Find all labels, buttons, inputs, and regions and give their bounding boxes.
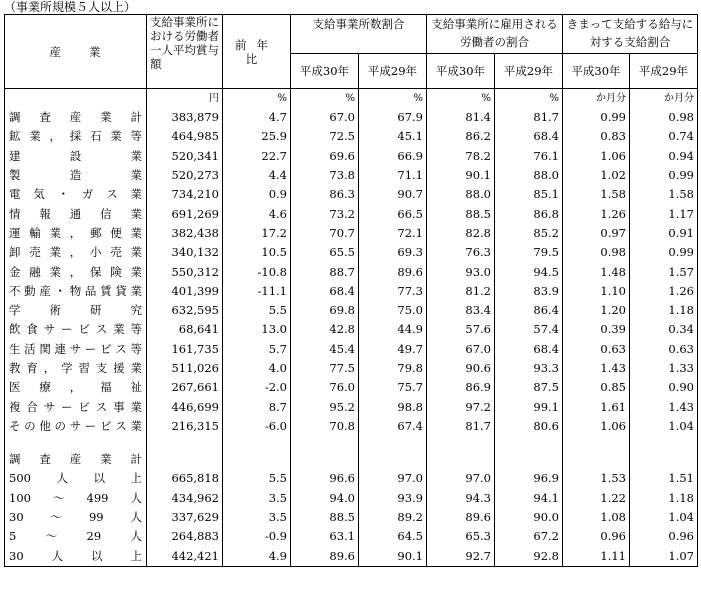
table-cell: 49.7 [359,340,427,359]
table-cell: 81.4 [427,108,495,127]
row-label [5,436,147,450]
table-row [5,397,698,416]
table-cell: 264,883 [147,527,223,546]
table-cell: 4.6 [223,204,291,223]
table-cell: 88.5 [427,204,495,223]
table-cell: 67.0 [291,108,359,127]
row-label: 500人以上 [5,469,147,488]
table-cell: 92.7 [427,547,495,567]
table-cell: 1.26 [563,204,630,223]
table-cell: 1.33 [630,359,698,378]
table-cell: 0.97 [563,224,630,243]
table-cell: 1.43 [563,359,630,378]
table-cell [223,450,291,469]
row-label: 5～29人 [5,527,147,546]
table-cell: 97.0 [427,469,495,488]
table-cell: 95.2 [291,397,359,416]
table-cell: 63.1 [291,527,359,546]
table-cell: 3.5 [223,489,291,508]
table-cell: 79.8 [359,359,427,378]
table-row [5,508,698,527]
table-cell: 72.1 [359,224,427,243]
table-cell: 83.9 [495,282,563,301]
table-cell: 94.1 [495,489,563,508]
table-cell: 0.9 [223,185,291,204]
table-cell: 44.9 [359,320,427,339]
header-h30: 平成30年 [427,54,495,89]
table-cell: 88.0 [495,166,563,185]
unit-cell: % [427,89,495,109]
table-cell: 401,399 [147,282,223,301]
row-label: 学術研究 [5,301,147,320]
table-cell: 550,312 [147,262,223,281]
table-cell: 3.5 [223,508,291,527]
table-cell: 446,699 [147,397,223,416]
header-share-establishments: 支給事業所数割合 [291,15,427,54]
table-cell: 96.6 [291,469,359,488]
table-cell: 161,735 [147,340,223,359]
table-cell: 93.9 [359,489,427,508]
table-cell: 86.9 [427,378,495,397]
table-cell: 10.5 [223,243,291,262]
table-cell: 92.8 [495,547,563,567]
table-cell: 79.5 [495,243,563,262]
table-cell [563,450,630,469]
table-cell: 340,132 [147,243,223,262]
table-cell: 73.2 [291,204,359,223]
table-cell: 0.96 [563,527,630,546]
table-cell: 8.7 [223,397,291,416]
table-cell: 0.34 [630,320,698,339]
table-cell: 1.11 [563,547,630,567]
table-cell: 442,421 [147,547,223,567]
table-cell: 90.6 [427,359,495,378]
table-cell: 0.99 [630,166,698,185]
table-cell: 57.6 [427,320,495,339]
table-cell: 94.0 [291,489,359,508]
table-row [5,127,698,146]
row-label: 運輸業，郵便業 [5,224,147,243]
table-cell: 89.6 [359,262,427,281]
table-cell: 1.17 [630,204,698,223]
table-row [5,204,698,223]
table-cell: 17.2 [223,224,291,243]
table-cell: 1.26 [630,282,698,301]
table-cell [563,436,630,450]
table-cell: 90.1 [359,547,427,567]
table-cell: 81.7 [495,108,563,127]
table-cell: 66.9 [359,147,427,166]
table-cell: 1.48 [563,262,630,281]
table-cell: 45.4 [291,340,359,359]
table-cell: 75.7 [359,378,427,397]
table-cell: 72.5 [291,127,359,146]
table-row [5,469,698,488]
table-cell: 5.7 [223,340,291,359]
table-cell: 67.9 [359,108,427,127]
table-cell: 1.07 [630,547,698,567]
row-label: 調査産業計 [5,108,147,127]
table-cell: 734,210 [147,185,223,204]
table-cell: 434,962 [147,489,223,508]
table-cell: 520,341 [147,147,223,166]
table-cell: 64.5 [359,527,427,546]
table-cell: 1.53 [563,469,630,488]
table-cell: 86.4 [495,301,563,320]
table-cell: 65.5 [291,243,359,262]
table-cell: 82.8 [427,224,495,243]
table-cell: 13.0 [223,320,291,339]
table-cell: 76.0 [291,378,359,397]
table-cell: 0.99 [630,243,698,262]
table-cell: 4.4 [223,166,291,185]
table-cell [359,450,427,469]
table-cell: 94.5 [495,262,563,281]
unit-cell: % [223,89,291,109]
row-label: 生活関連サービス等 [5,340,147,359]
table-cell: 691,269 [147,204,223,223]
row-label: その他のサービス業 [5,417,147,436]
row-label: 情報通信業 [5,204,147,223]
table-cell: 0.74 [630,127,698,146]
table-row [5,224,698,243]
header-h29: 平成29年 [630,54,698,89]
table-cell: 78.2 [427,147,495,166]
table-cell: 1.10 [563,282,630,301]
table-row [5,262,698,281]
table-cell: 65.3 [427,527,495,546]
table-cell: 76.1 [495,147,563,166]
table-row [5,185,698,204]
table-cell: 97.2 [427,397,495,416]
table-cell: 90.0 [495,508,563,527]
header-avg-bonus: 支給事業所における労働者一人平均賞与額 [147,15,223,89]
table-cell: 77.5 [291,359,359,378]
table-cell: 632,595 [147,301,223,320]
table-cell: 69.8 [291,301,359,320]
table-cell: 0.98 [630,108,698,127]
table-cell: 665,818 [147,469,223,488]
table-cell: 81.7 [427,417,495,436]
table-cell: 94.3 [427,489,495,508]
table-cell: 0.39 [563,320,630,339]
table-cell: 4.7 [223,108,291,127]
table-cell: 337,629 [147,508,223,527]
table-cell: 76.3 [427,243,495,262]
table-cell: -6.0 [223,417,291,436]
unit-cell: % [291,89,359,109]
unit-cell: 円 [147,89,223,109]
table-cell: 1.06 [563,417,630,436]
table-cell: -10.8 [223,262,291,281]
row-label: 調査産業計 [5,450,147,469]
table-row [5,450,698,469]
table-cell: 1.58 [630,185,698,204]
table-cell: 1.04 [630,417,698,436]
table-cell: 1.18 [630,489,698,508]
table-row [5,243,698,262]
row-label: 製造業 [5,166,147,185]
table-cell: 85.2 [495,224,563,243]
table-cell: 0.83 [563,127,630,146]
table-cell: 0.98 [563,243,630,262]
table-cell: 68.4 [291,282,359,301]
table-cell: 86.8 [495,204,563,223]
table-row [5,108,698,127]
unit-cell [5,89,147,109]
table-row [5,166,698,185]
table-cell: 25.9 [223,127,291,146]
table-cell: 89.6 [427,508,495,527]
header-h29: 平成29年 [359,54,427,89]
table-cell: 1.20 [563,301,630,320]
row-label: 100～499人 [5,489,147,508]
table-row [5,436,698,450]
row-label: 不動産・物品賃貸業 [5,282,147,301]
table-cell: 1.51 [630,469,698,488]
header-h30: 平成30年 [291,54,359,89]
table-cell: 511,026 [147,359,223,378]
table-cell [495,436,563,450]
table-cell: 42.8 [291,320,359,339]
table-cell: 90.1 [427,166,495,185]
table-cell: 88.0 [427,185,495,204]
table-cell: 5.5 [223,469,291,488]
row-label: 30～99人 [5,508,147,527]
table-row [5,527,698,546]
table-cell: 66.5 [359,204,427,223]
table-cell: 89.6 [291,547,359,567]
unit-cell: か月分 [563,89,630,109]
table-cell: 67.0 [427,340,495,359]
row-label: 電気・ガス業 [5,185,147,204]
table-cell: 1.06 [563,147,630,166]
table-cell: 77.3 [359,282,427,301]
table-row [5,301,698,320]
table-cell [291,436,359,450]
table-cell: 99.1 [495,397,563,416]
table-cell [630,450,698,469]
table-cell: 67.4 [359,417,427,436]
table-cell [359,436,427,450]
table-cell: 267,661 [147,378,223,397]
table-cell [291,450,359,469]
table-cell: 0.99 [563,108,630,127]
table-cell: 85.1 [495,185,563,204]
header-h30: 平成30年 [563,54,630,89]
table-cell [427,450,495,469]
table-row [5,340,698,359]
table-cell: 382,438 [147,224,223,243]
table-cell: 1.08 [563,508,630,527]
table-cell: 520,273 [147,166,223,185]
bonus-table [4,14,698,567]
table-cell: 69.6 [291,147,359,166]
table-cell: 90.7 [359,185,427,204]
table-cell: 1.57 [630,262,698,281]
table-cell: 1.02 [563,166,630,185]
header-h29: 平成29年 [495,54,563,89]
unit-cell: % [495,89,563,109]
table-cell: 383,879 [147,108,223,127]
table-cell: 68.4 [495,127,563,146]
table-cell: 87.5 [495,378,563,397]
table-cell: 1.61 [563,397,630,416]
unit-cell: か月分 [630,89,698,109]
row-label: 飲食サービス業等 [5,320,147,339]
row-label: 複合サービス事業 [5,397,147,416]
table-row [5,359,698,378]
table-cell: 57.4 [495,320,563,339]
table-cell: 86.3 [291,185,359,204]
table-cell: 1.58 [563,185,630,204]
table-cell: 88.7 [291,262,359,281]
table-cell: 93.0 [427,262,495,281]
table-cell: 69.3 [359,243,427,262]
row-label: 医療，福祉 [5,378,147,397]
table-cell: 1.22 [563,489,630,508]
table-cell [495,450,563,469]
table-cell: 98.8 [359,397,427,416]
row-label: 30人以上 [5,547,147,567]
row-label: 建設業 [5,147,147,166]
table-cell [427,436,495,450]
table-cell: 97.0 [359,469,427,488]
table-cell: 0.91 [630,224,698,243]
table-cell: -11.1 [223,282,291,301]
table-caption: （事業所規模５人以上） [4,0,137,14]
table-row [5,378,698,397]
table-cell: 75.0 [359,301,427,320]
table-cell: -2.0 [223,378,291,397]
table-cell: 89.2 [359,508,427,527]
row-label: 教育，学習支援業 [5,359,147,378]
table-cell: 83.4 [427,301,495,320]
row-label: 金融業，保険業 [5,262,147,281]
table-row [5,417,698,436]
table-body [5,89,698,567]
unit-cell: % [359,89,427,109]
table-cell: 96.9 [495,469,563,488]
row-label: 卸売業，小売業 [5,243,147,262]
table-row [5,282,698,301]
table-cell: 68,641 [147,320,223,339]
table-cell: 0.94 [630,147,698,166]
table-cell: 70.8 [291,417,359,436]
header-industry: 産業 [5,15,147,89]
table-cell: 93.3 [495,359,563,378]
table-cell: 1.04 [630,508,698,527]
table-cell: 1.18 [630,301,698,320]
header-share-workers: 支給事業所に雇用される労働者の割合 [427,15,563,54]
table-row [5,489,698,508]
table-cell: 5.5 [223,301,291,320]
table-cell: 86.2 [427,127,495,146]
table-row [5,147,698,166]
table-cell: 4.9 [223,547,291,567]
table-cell: 81.2 [427,282,495,301]
table-cell: 68.4 [495,340,563,359]
table-cell: 0.90 [630,378,698,397]
table-cell: 464,985 [147,127,223,146]
table-cell: 67.2 [495,527,563,546]
table-cell: 70.7 [291,224,359,243]
table-cell [223,436,291,450]
table-cell: 73.8 [291,166,359,185]
table-cell: 80.6 [495,417,563,436]
row-label: 鉱業，採石業等 [5,127,147,146]
header-months: きまって支給する給与に対する支給割合 [563,15,698,54]
table-cell: 0.96 [630,527,698,546]
table-cell: 0.63 [630,340,698,359]
table-cell: -0.9 [223,527,291,546]
table-cell [630,436,698,450]
table-cell: 0.63 [563,340,630,359]
table-cell [147,436,223,450]
table-cell: 88.5 [291,508,359,527]
table-cell: 1.43 [630,397,698,416]
table-cell: 0.85 [563,378,630,397]
table-cell: 4.0 [223,359,291,378]
table-cell: 22.7 [223,147,291,166]
header-yoy: 前年比 [223,15,291,89]
table-cell: 216,315 [147,417,223,436]
table-row [5,320,698,339]
table-cell: 71.1 [359,166,427,185]
table-cell [147,450,223,469]
table-row [5,547,698,567]
table-cell: 45.1 [359,127,427,146]
